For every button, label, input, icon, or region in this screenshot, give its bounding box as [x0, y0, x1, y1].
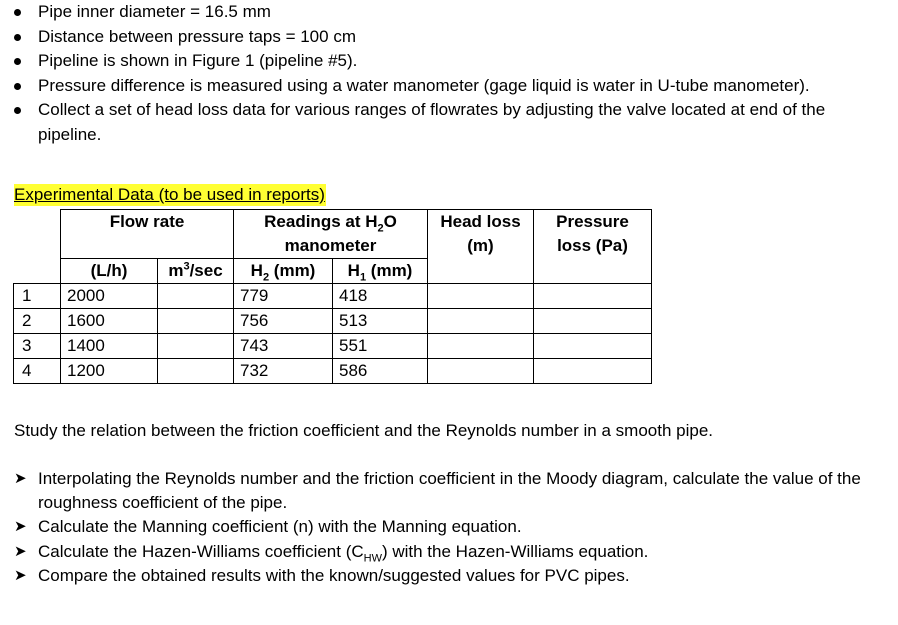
bullet-text: Pipeline is shown in Figure 1 (pipeline #5). [38, 51, 358, 70]
bullet-item [14, 49, 874, 74]
task-text: Compare the obtained results with the known/suggested values for PVC pipes. [38, 565, 630, 585]
bullet-text: Distance between pressure taps = 100 cm [38, 26, 356, 46]
arrowhead-icon: ➤ [14, 470, 27, 487]
flow-lh-cell: 1200 [61, 359, 158, 384]
pressure-loss-cell [534, 309, 652, 334]
table-row [14, 359, 652, 384]
bullet-icon [14, 34, 21, 41]
h1-cell: 586 [333, 359, 428, 384]
task-item [14, 564, 874, 588]
pressure-loss-header: Pressure loss (Pa) [534, 210, 652, 284]
spec-bullet-list [14, 0, 874, 147]
task-text: Interpolating the Reynolds number and the friction coefficient in the Moody diagram, calculate the value of the roughness coefficient of the pipe. [38, 469, 861, 513]
bullet-icon [14, 58, 21, 65]
flow-m3-cell [158, 334, 234, 359]
table-corner [14, 210, 61, 259]
task-list [14, 467, 874, 588]
head-loss-cell [428, 284, 534, 309]
task-text: Calculate the Hazen-Williams coefficient $(C_{HW})$ with the Hazen-Williams equation. [38, 541, 649, 564]
flow-m3-cell [158, 359, 234, 384]
h1-cell: 513 [333, 309, 428, 334]
flow-m3-cell [158, 284, 234, 309]
bullet-item [14, 0, 874, 25]
pressure-loss-cell [534, 359, 652, 384]
head-loss-cell [428, 359, 534, 384]
bullet-text: Pipe inner diameter = 16.5 mm [38, 2, 271, 21]
arrowhead-icon: ➤ [14, 542, 27, 560]
pressure-loss-cell [534, 334, 652, 359]
head-loss-cell [428, 309, 534, 334]
table-corner [14, 259, 61, 284]
table-row [14, 309, 652, 334]
h1-column-header: $H_1$ (mm) [333, 259, 428, 284]
arrowhead-icon: ➤ [14, 518, 27, 536]
h2-cell: 732 [234, 359, 333, 384]
experimental-data-table [13, 209, 652, 384]
flow-lh-cell: 2000 [61, 284, 158, 309]
head-loss-cell [428, 334, 534, 359]
row-index: 4 [14, 359, 61, 384]
arrowhead-icon: ➤ [14, 566, 27, 584]
head-loss-header: Head loss (m) [428, 210, 534, 284]
experimental-data-heading: Experimental Data (to be used in reports) [14, 185, 325, 204]
study-paragraph: Study the relation between the friction coefficient and the Reynolds number in a smooth pipe. [14, 421, 714, 440]
bullet-item [14, 25, 874, 50]
task-text: Calculate the Manning coefficient (n) with the Manning equation. [38, 517, 522, 537]
bullet-icon [14, 107, 21, 114]
task-item [14, 515, 874, 539]
table-row [14, 334, 652, 359]
h2-cell: 743 [234, 334, 333, 359]
bullet-icon [14, 9, 21, 16]
row-index: 3 [14, 334, 61, 359]
bullet-item [14, 98, 874, 147]
row-index: 1 [14, 284, 61, 309]
table-header-row [14, 210, 652, 259]
bullet-item [14, 74, 874, 99]
flow-rate-header: Flow rate [61, 210, 234, 259]
task-item [14, 540, 874, 564]
h1-cell: 418 [333, 284, 428, 309]
bullet-text: Pressure difference is measured using a water manometer (gage liquid is water in U-tube manometer). [38, 75, 810, 95]
h1-cell: 551 [333, 334, 428, 359]
h2-column-header: $H_2$ (mm) [234, 259, 333, 284]
table-row [14, 284, 652, 309]
h2-cell: 756 [234, 309, 333, 334]
m3-column-header: $m^3/\sec$ [158, 259, 234, 284]
pressure-loss-cell [534, 284, 652, 309]
bullet-icon [14, 83, 21, 90]
bullet-text: Collect a set of head loss data for various ranges of flowrates by adjusting the valve located at end of the pipeline. [38, 100, 826, 144]
row-index: 2 [14, 309, 61, 334]
flow-lh-cell: 1600 [61, 309, 158, 334]
flow-m3-cell [158, 309, 234, 334]
readings-header: Readings at $H_2O$ manometer [234, 210, 428, 259]
flow-lh-cell: 1400 [61, 334, 158, 359]
h2-cell: 779 [234, 284, 333, 309]
lh-column-header: (L/h) [61, 259, 158, 284]
task-item [14, 467, 874, 515]
